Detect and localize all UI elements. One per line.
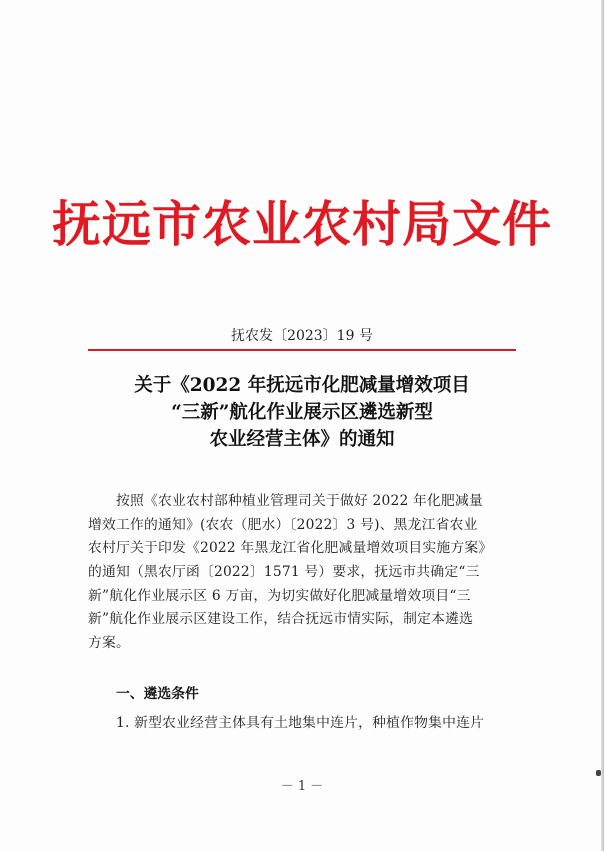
title-line: “三新”航化作业展示区遴选新型 [171, 402, 433, 423]
title-line: 农业经营主体》的通知 [209, 429, 395, 450]
body-line: 新”航化作业展示区建设工作，结合抚远市情实际，制定本遴选 [88, 611, 474, 628]
body-line: 农村厅关于印发《2022 年黑龙江省化肥减量增效项目实施方案》 [88, 540, 493, 557]
section-heading: 一、遴选条件 [116, 686, 199, 702]
scan-mark [596, 770, 601, 776]
page-number: － 1 － [280, 779, 324, 794]
list-item: 1. 新型农业经营主体具有土地集中连片，种植作物集中连片 [116, 715, 485, 731]
body-line: 新”航化作业展示区 6 万亩，为切实做好化肥减量增效项目“三 [88, 587, 471, 604]
body-line: 的通知（黑农厅函〔2022〕1571 号）要求，抚远市共确定“三 [88, 564, 480, 581]
body-line: 方案。 [88, 635, 130, 652]
body-line: 按照《农业农村部种植业管理司关于做好 2022 年化肥减量 [116, 493, 484, 509]
notice-title [0, 372, 604, 453]
body-line: 增效工作的通知》(农农（肥水）〔2022〕3 号)、黑龙江省农业 [88, 516, 478, 533]
document-number: 抚农发〔2023〕19 号 [231, 328, 373, 344]
body-paragraph [88, 490, 530, 656]
document-masthead: 抚远市农业农村局文件 [51, 195, 552, 253]
title-line: 关于《2022 年抚远市化肥减量增效项目 [134, 375, 470, 396]
red-divider-rule [88, 349, 516, 351]
